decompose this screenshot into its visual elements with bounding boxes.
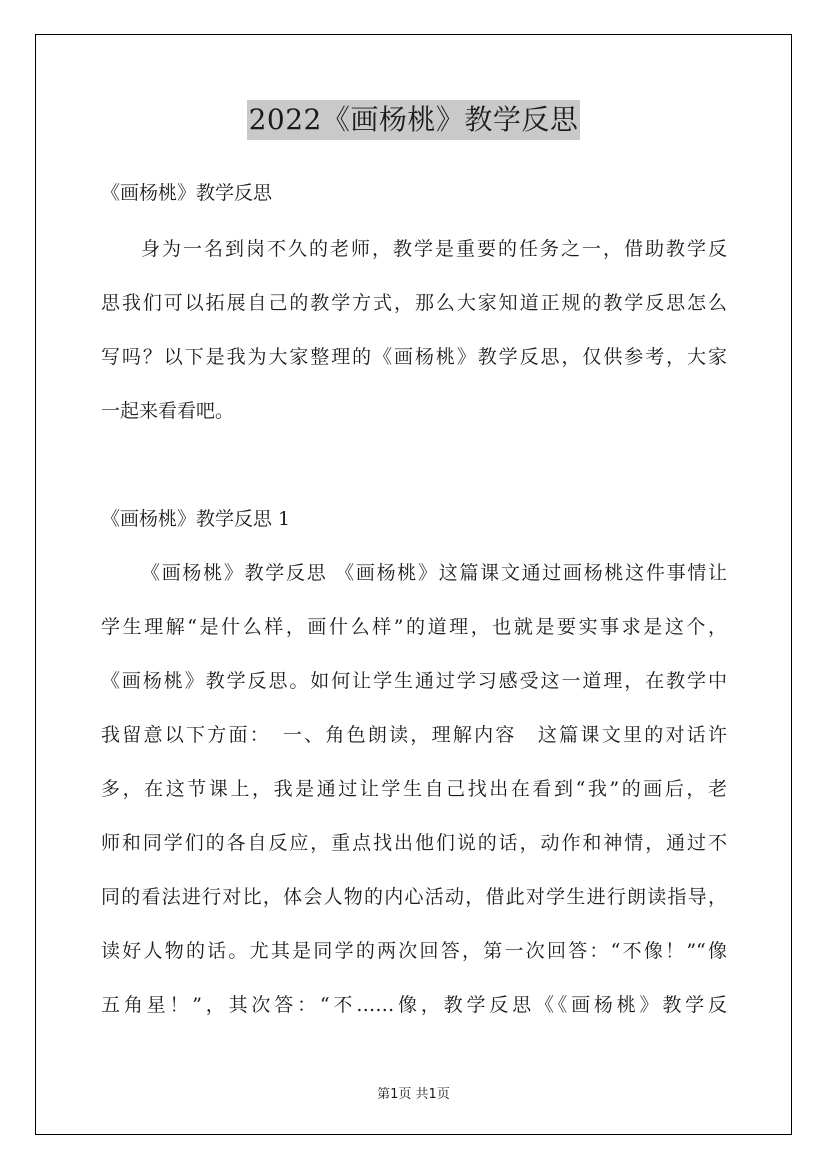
intro-line: 一起来看看吧。 — [101, 400, 235, 422]
intro-paragraph — [101, 222, 727, 438]
section1-line: 师和同学们的各自反应，重点找出他们说的话，动作和神情，通过不 — [101, 832, 727, 854]
intro-line: 身为一名到岗不久的老师，教学是重要的任务之一，借助教学反 — [141, 238, 727, 260]
page-number: 第1页 共1页 — [377, 1087, 450, 1102]
title-container — [0, 100, 827, 140]
section1-paragraph — [101, 546, 727, 1032]
section1-line: 《画杨桃》教学反思 《画杨桃》这篇课文通过画杨桃这件事情让 — [141, 562, 727, 584]
intro-line: 思我们可以拓展自己的教学方式，那么大家知道正规的教学反思怎么 — [101, 292, 727, 314]
section1-line: 《画杨桃》教学反思。如何让学生通过学习感受这一道理，在教学中 — [101, 670, 727, 692]
section1-line: 学生理解“是什么样，画什么样”的道理，也就是要实事求是这个， — [101, 616, 727, 638]
section1-line: 同的看法进行对比，体会人物的内心活动，借此对学生进行朗读指导， — [101, 886, 727, 908]
section1-line: 多，在这节课上，我是通过让学生自己找出在看到“我”的画后，老 — [101, 778, 727, 800]
section1-line: 读好人物的话。尤其是同学的两次回答，第一次回答：“不像！”“像 — [101, 940, 727, 962]
main-heading: 《画杨桃》教学反思 — [101, 182, 273, 204]
document-title: 2022《画杨桃》教学反思 — [247, 100, 581, 140]
section1-line: 我留意以下方面： 一、角色朗读，理解内容 这篇课文里的对话许 — [101, 724, 727, 746]
section1-line: 五角星！”，其次答：“不……像，教学反思《《画杨桃》教学反 — [101, 994, 727, 1016]
section-heading-1: 《画杨桃》教学反思 1 — [101, 508, 291, 530]
intro-line: 写吗？以下是我为大家整理的《画杨桃》教学反思，仅供参考，大家 — [101, 346, 727, 368]
